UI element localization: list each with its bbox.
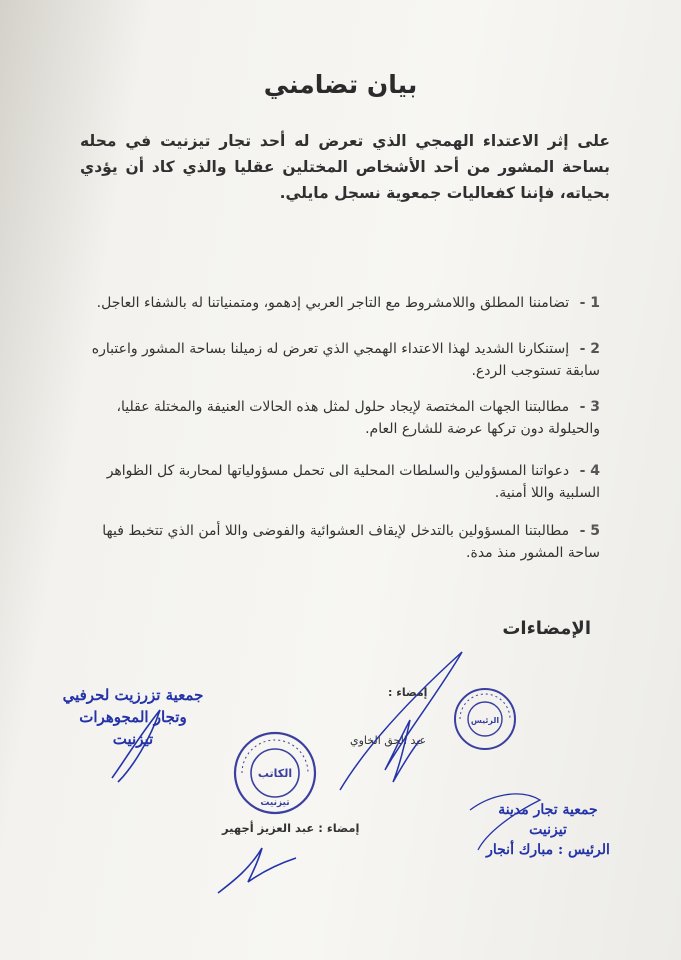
left-association-handwriting: جمعية تزرزيت لحرفيي وتجار المجوهرات تيزنيت bbox=[62, 686, 204, 748]
item-text: مطالبتنا المسؤولين بالتدخل لإيقاف العشوائية والفوضى واللا أمن الذي تتخبط فيها ساحة المشور منذ مدة. bbox=[102, 523, 600, 561]
bottom-right-association-name: جمعية تجار مدينة تيزنيت bbox=[498, 802, 598, 838]
bottom-right-signature-scribble bbox=[470, 794, 540, 850]
right-signature-scribble bbox=[340, 652, 462, 790]
center-signature-scribble bbox=[218, 848, 296, 893]
item-number: 4 - bbox=[579, 463, 600, 479]
item-text: دعواتنا المسؤولين والسلطات المحلية الى تحمل مسؤولياتها لمحاربة كل الظواهر السلبية واللا أمنية. bbox=[106, 463, 600, 501]
signatures-heading: الإمضاءات bbox=[502, 618, 591, 639]
right-stamp-role: الرئيس bbox=[470, 716, 500, 725]
right-signature-label: إمضاء : bbox=[388, 686, 428, 699]
left-signature-scribble bbox=[112, 710, 160, 782]
document-title: بيان تضامني bbox=[263, 70, 418, 99]
item-number: 5 - bbox=[579, 523, 600, 539]
item-number: 1 - bbox=[579, 295, 600, 311]
center-signature-label: إمضاء : عبد العزيز أجهير bbox=[222, 821, 360, 835]
item-number: 2 - bbox=[579, 341, 600, 357]
bottom-right-president: الرئيس : مبارك أنجار bbox=[486, 842, 610, 858]
center-stamp-role: الكاتب bbox=[257, 767, 293, 780]
item-number: 3 - bbox=[579, 399, 600, 415]
right-signature-name: عبد الحق الخاوي bbox=[350, 734, 427, 747]
item-text: مطالبتنا الجهات المختصة لإيجاد حلول لمثل هذه الحالات العنيفة والمختلة عقليا، والحيلولة دون تركها عرضة للشارع العام. bbox=[116, 399, 600, 437]
item-text: تضامننا المطلق واللامشروط مع التاجر العربي إدهمو، ومتمنياتنا له بالشفاء العاجل. bbox=[96, 295, 570, 311]
document-intro: على إثر الاعتداء الهمجي الذي تعرض له أحد تجار تيزنيت في محله بساحة المشور من أحد الأشخاص المختلين عقليا والذي كاد أن يؤدي بحياته، فإننا كفعاليات جمعوية نسجل مايلي. bbox=[80, 132, 610, 202]
center-stamp-city: تيزنيت bbox=[260, 798, 290, 808]
item-text: إستنكارنا الشديد لهذا الاعتداء الهمجي الذي تعرض له زميلنا بساحة المشور واعتباره سابقة تستوجب الردع. bbox=[91, 341, 600, 379]
